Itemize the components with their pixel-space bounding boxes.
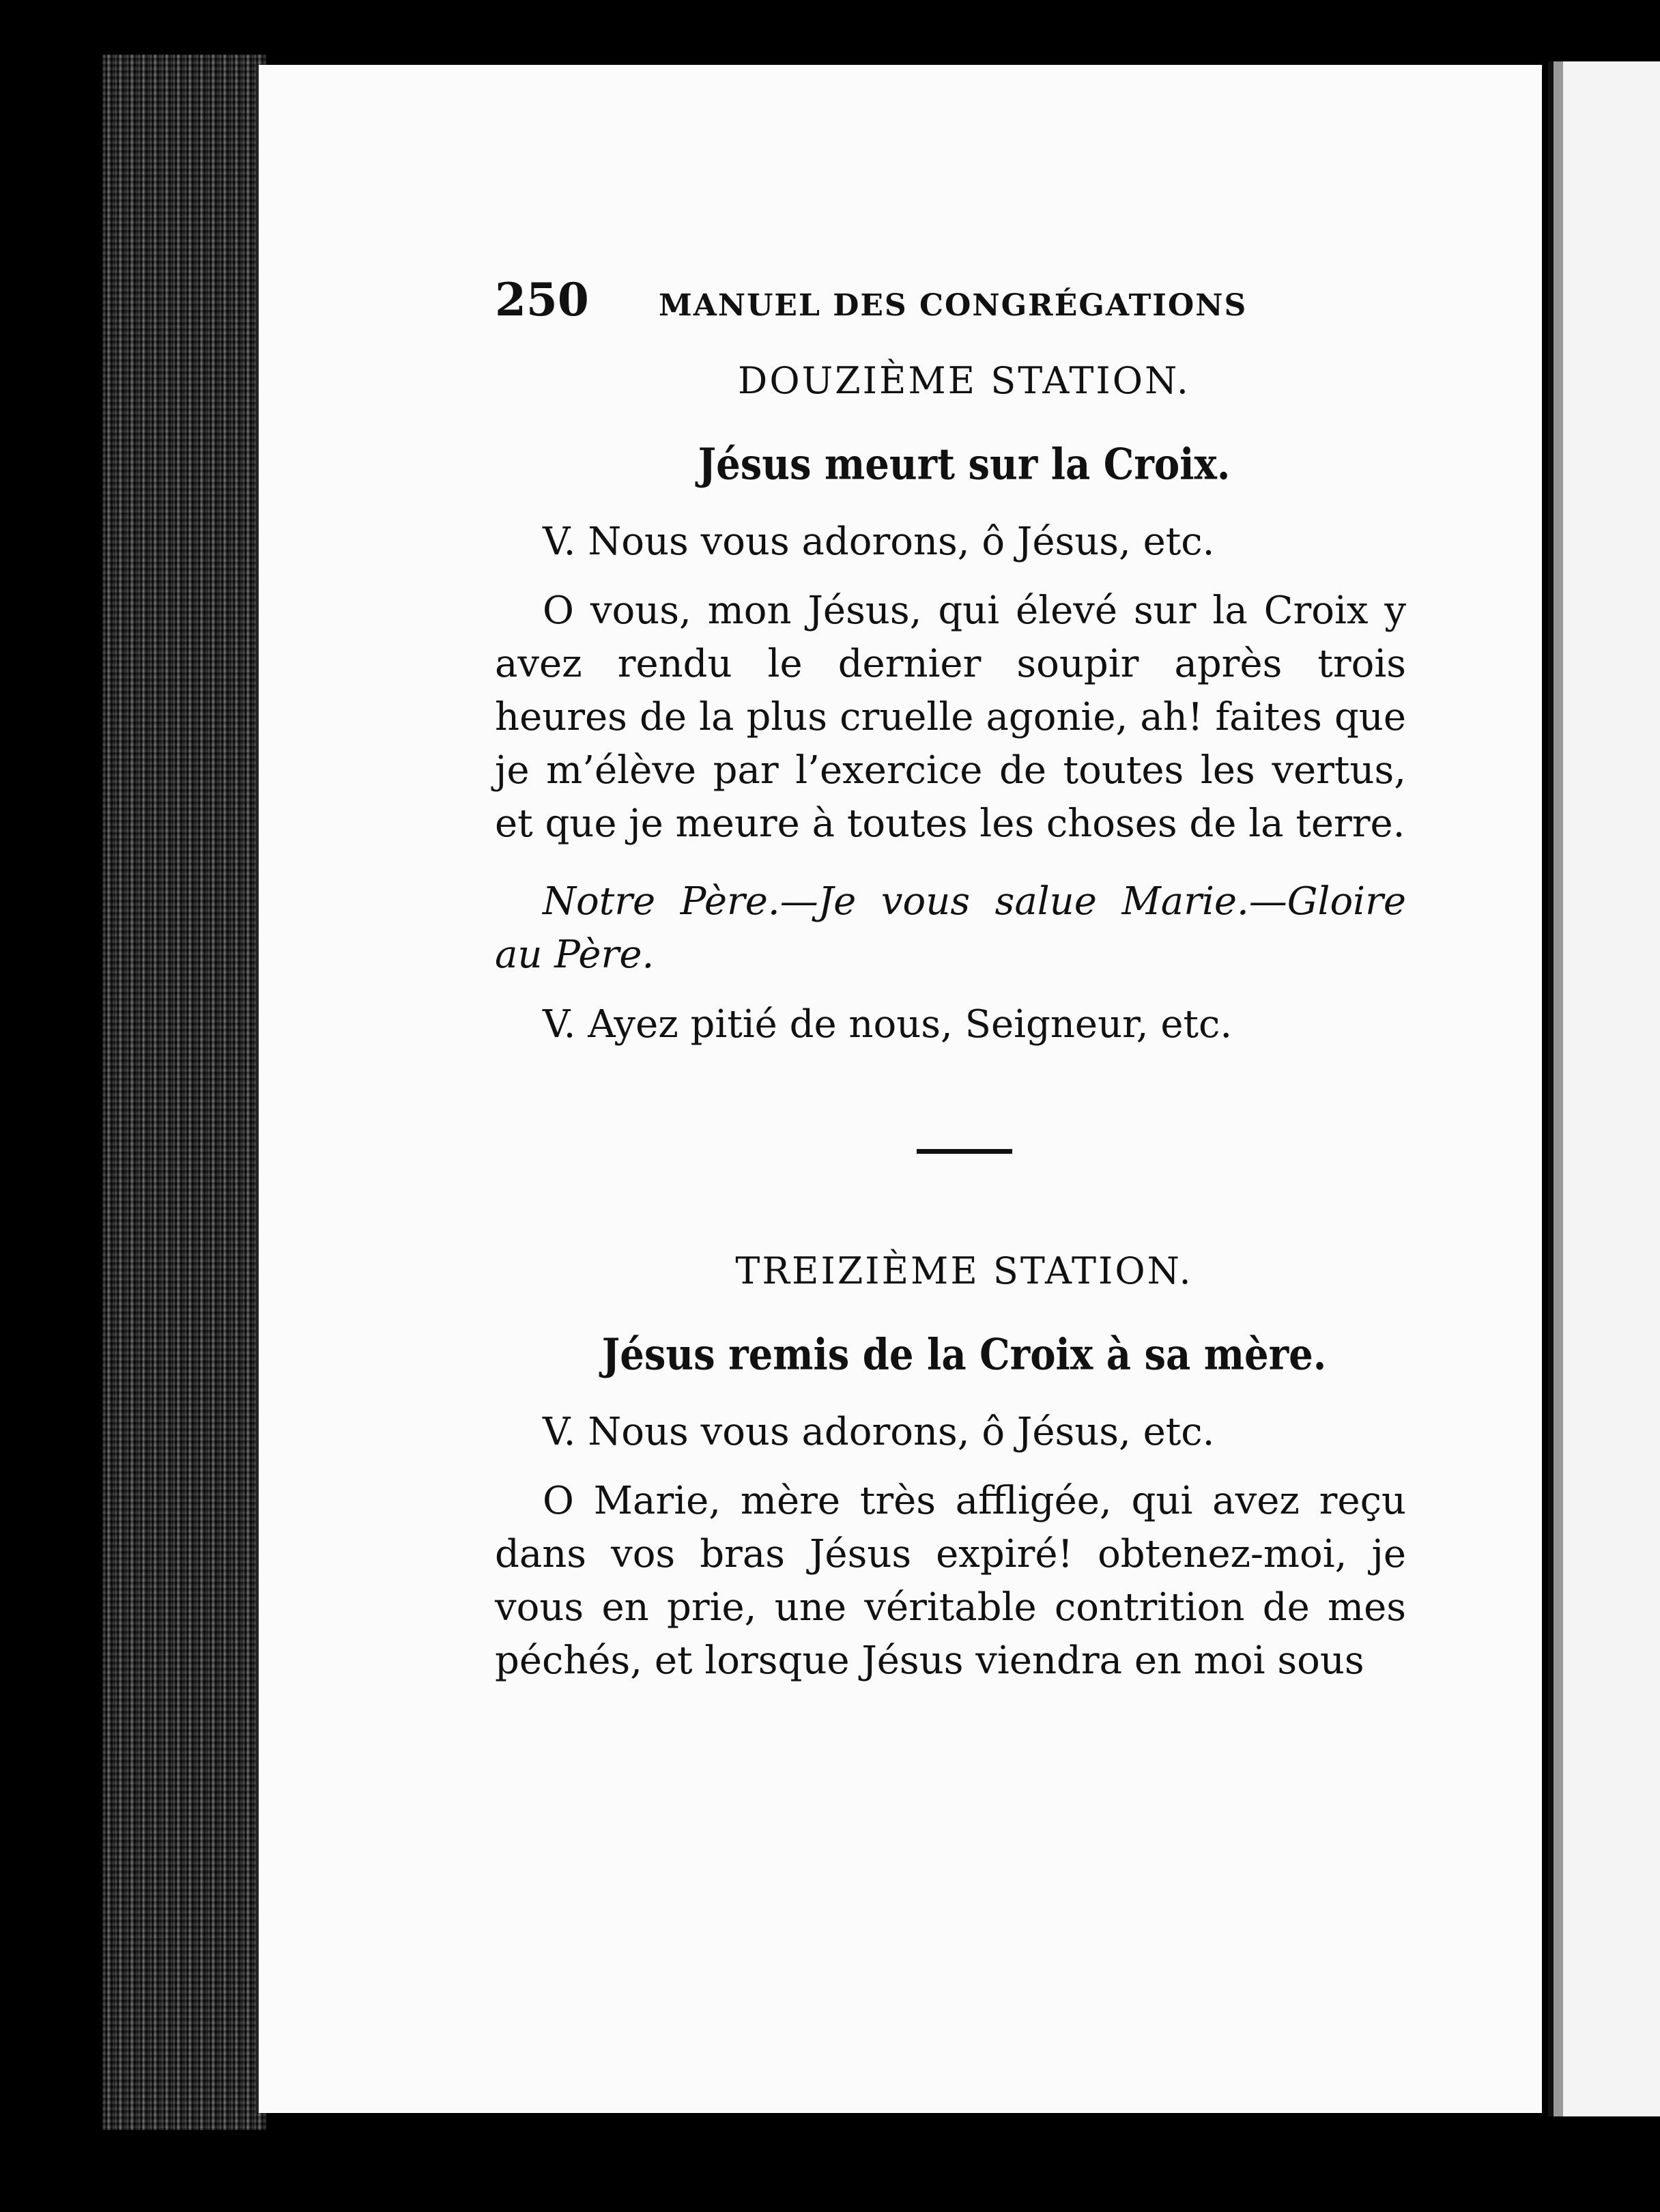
book-spine-edge [102, 55, 266, 2130]
station-12-subtitle: Jésus meurt sur la Croix. [698, 439, 1231, 490]
section-divider [917, 1149, 1012, 1154]
station-13-versicle: V. Nous vous adorons, ô Jésus, etc. [543, 1410, 1215, 1454]
station-12-prayer: O vous, mon Jésus, qui élevé sur la Croix y avez rendu le dernier soupir après trois heures de la plus cruelle agonie, ah! faites que je m’élève par l’exercice de toutes les vertus, et que je meure à toutes les choses de la terre. [495, 589, 1406, 846]
station-12-title: DOUZIÈME STATION. [738, 359, 1190, 402]
station-13-title: TREIZIÈME STATION. [735, 1249, 1193, 1292]
running-head [495, 273, 1406, 335]
adjacent-page-strip [1548, 61, 1660, 2116]
station-13-prayer: O Marie, mère très affligée, qui avez reçu dans vos bras Jésus expiré! obtenez-moi, je vous en prie, une véritable contrition de mes péchés, et lorsque Jésus viendra en moi sous [495, 1479, 1406, 1683]
book-title: MANUEL DES CONGRÉGATIONS [659, 288, 1248, 323]
station-12-versicle: V. Nous vous adorons, ô Jésus, etc. [543, 520, 1215, 564]
page-text-block [495, 273, 1406, 1688]
station-13-subtitle: Jésus remis de la Croix à sa mère. [601, 1329, 1327, 1380]
station-12-response: V. Ayez pitié de nous, Seigneur, etc. [543, 1002, 1233, 1047]
page-number: 250 [495, 273, 589, 326]
station-12-orisons: Notre Père.—Je vous salue Marie.—Gloire au Père. [495, 879, 1406, 977]
